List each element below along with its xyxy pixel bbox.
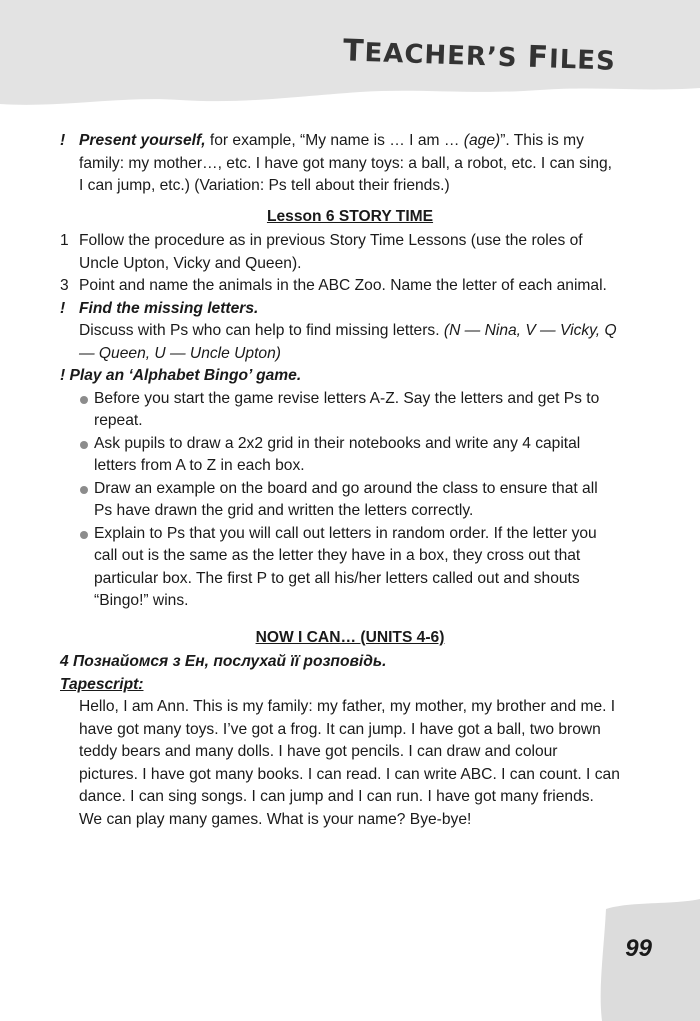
bullet-icon: [80, 531, 88, 539]
bullet-icon: [80, 441, 88, 449]
list-item: Draw an example on the board and go around the class to ensure that all Ps have drawn the grid and written the letters correctly.: [60, 478, 620, 523]
list-item: Before you start the game revise letters A-Z. Say the letters and get Ps to repeat.: [60, 388, 620, 433]
exclamation-marker: !: [60, 132, 66, 149]
page-number: 99: [625, 935, 652, 962]
lesson6-item-3: 3 Point and name the animals in the ABC Zoo. Name the letter of each animal.: [60, 277, 607, 294]
find-missing-letters: ! Find the missing letters.: [60, 298, 620, 321]
bullet-icon: [80, 396, 88, 404]
intro-paragraph: ! Present yourself, for example, “My name is … I am … (age)”. This is my family: my mother…, etc. I have got many toys: a ball, a robot, etc. I can sing, I can jump, etc.) (Variation: Ps tell about their friends.): [60, 130, 620, 198]
page-content: [60, 130, 620, 831]
now-i-can-heading: NOW I CAN… (UNITS 4-6): [255, 628, 445, 646]
list-item: Ask pupils to draw a 2x2 grid in their notebooks and write any 4 capital letters from A to Z in each box.: [60, 433, 620, 478]
list-item: Explain to Ps that you will call out letters in random order. If the letter you call out is the same as the letter they have in a box, they cross out that particular box. The first P to get all his/her letters called out and shouts “Bingo!” wins.: [60, 523, 620, 613]
tapescript-text: Hello, I am Ann. This is my family: my father, my mother, my brother and me. I have got many toys. I’ve got a frog. It can jump. I have got a ball, two brown teddy bears and many dolls. I have got pencils. I can draw and colour pictures. I have got many books. I can read. I can write ABC. I can count. I can dance. I can sing songs. I can jump and I can run. I have got many friends. We can play many games. What is your name? Bye-bye!: [79, 698, 620, 828]
tapescript-label: Tapescript:: [60, 675, 144, 693]
lesson6-heading: Lesson 6 STORY TIME: [266, 207, 434, 225]
bingo-title: ! Play an ‘Alphabet Bingo’ game.: [60, 367, 302, 384]
item-4-ukrainian: 4 Познайомся з Ен, послухай її розповідь.: [60, 653, 387, 670]
lesson6-item-1: 1 Follow the procedure as in previous Story Time Lessons (use the roles of Uncle Upton, Vicky and Queen).: [60, 232, 583, 272]
find-missing-title: Find the missing letters.: [79, 299, 259, 317]
bullet-icon: [80, 486, 88, 494]
find-missing-text: Discuss with Ps who can help to find missing letters. (N — Nina, V — Vicky, Q — Queen, U — Uncle Upton): [79, 322, 617, 362]
present-yourself-title: Present yourself,: [79, 132, 206, 149]
header-title: TEACHER’S FILES: [342, 33, 617, 77]
